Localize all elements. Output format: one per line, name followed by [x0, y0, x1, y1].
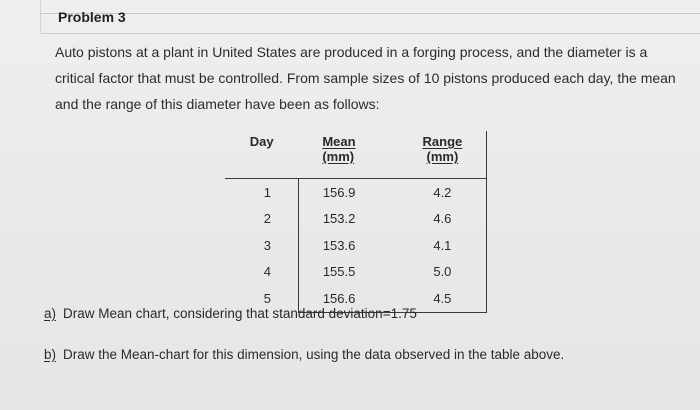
paragraph-line: Auto pistons at a plant in United States are produced in a forging process, and the diameter is a: [55, 44, 648, 60]
question-a: [44, 306, 417, 321]
header-range: [399, 131, 487, 179]
cell-day-value: 3: [263, 237, 272, 253]
cell-mean: 156.9: [322, 184, 356, 200]
cell-day: [225, 179, 298, 206]
cell-day-value: 1: [263, 184, 272, 200]
cell-range: 4.6: [399, 206, 487, 233]
cell-day-value: 5: [263, 291, 272, 306]
left-margin-rule: [40, 0, 41, 33]
problem-title: Problem 3: [58, 9, 126, 25]
header-mean: [298, 131, 398, 179]
cell-day: [225, 232, 298, 259]
table-header-row: [225, 131, 487, 179]
cell-range: 5.0: [399, 259, 487, 286]
cell-mean: 155.5: [322, 264, 356, 280]
header-day: [225, 131, 298, 179]
paragraph-line: and the range of this diameter have been as follows:: [55, 96, 380, 112]
header-rule: [40, 13, 700, 14]
header-mean-unit: (mm): [322, 149, 355, 164]
cell-range: 4.5: [399, 285, 487, 312]
cell-day: [225, 206, 298, 233]
header-mean-label: Mean: [322, 134, 356, 149]
question-b: [44, 347, 564, 362]
table-row: [225, 232, 487, 259]
cell-day-value: 2: [263, 211, 272, 227]
cell-mean: 153.6: [322, 237, 356, 253]
header-range-unit: (mm): [426, 149, 459, 164]
problem-description: [55, 39, 690, 117]
table-row: [225, 179, 487, 206]
question-a-marker: a): [44, 306, 57, 321]
table-row: [225, 206, 487, 233]
data-table-container: [225, 131, 487, 313]
question-b-marker: b): [44, 347, 57, 362]
cell-day: [225, 259, 298, 286]
header-day-label: Day: [249, 134, 274, 149]
table-row: [225, 259, 487, 286]
header-range-label: Range: [422, 134, 463, 149]
title-rule: [40, 33, 700, 34]
question-a-text: Draw Mean chart, considering that standard deviation=1.75: [63, 306, 417, 321]
cell-mean: 156.6: [298, 285, 398, 312]
question-b-text: Draw the Mean-chart for this dimension, using the data observed in the table above.: [63, 347, 565, 362]
paragraph-line: critical factor that must be controlled. From sample sizes of 10 pistons produced each day, the mean: [55, 70, 676, 86]
cell-range: 4.1: [399, 232, 487, 259]
data-table: [225, 131, 487, 313]
cell-day-value: 4: [263, 264, 272, 280]
cell-mean: 153.2: [322, 211, 356, 227]
cell-range: 4.2: [399, 179, 487, 206]
